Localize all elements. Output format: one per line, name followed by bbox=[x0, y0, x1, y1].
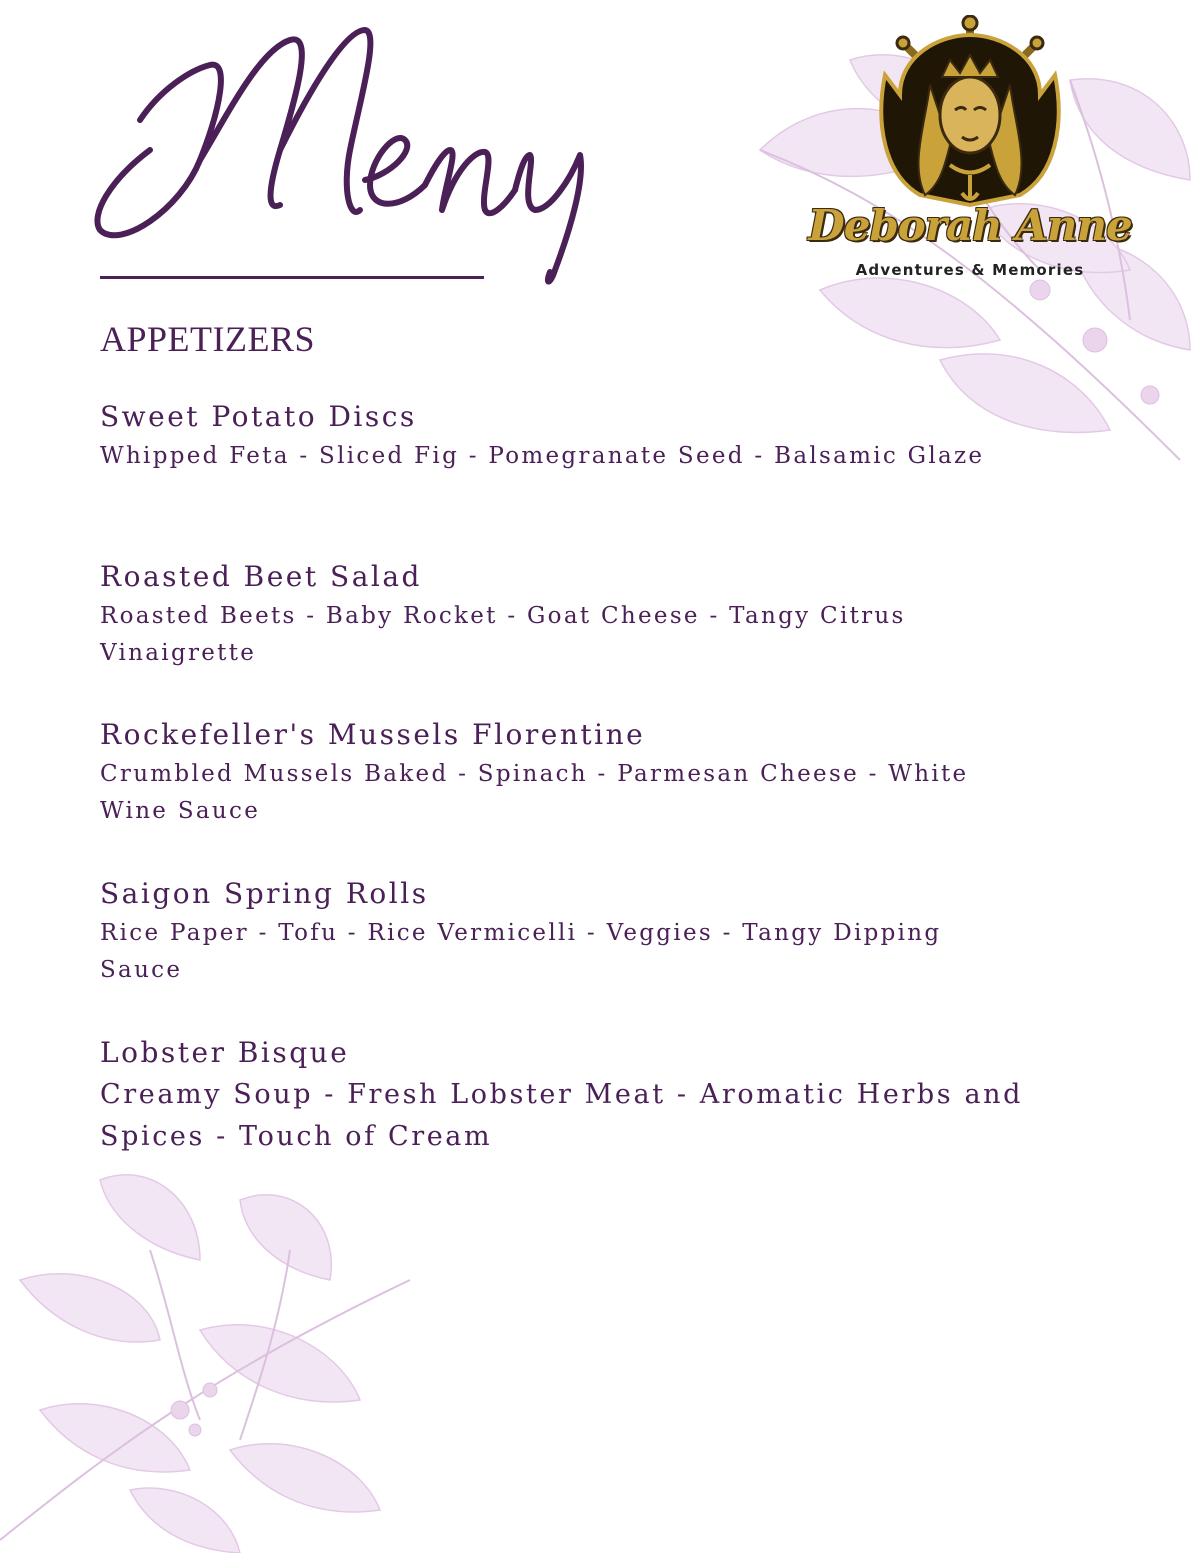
menu-title-script bbox=[80, 10, 620, 300]
menu-item-name: Roasted Beet Salad bbox=[100, 560, 422, 593]
botanical-leaves-bottom-left bbox=[0, 1160, 420, 1553]
menu-item bbox=[100, 396, 1030, 475]
menu-item-description: Rice Paper - Tofu - Rice Vermicelli - Veggies - Tangy Dipping Sauce bbox=[100, 920, 942, 983]
menu-item-name: Sweet Potato Discs bbox=[100, 400, 417, 433]
logo-brand-name: Deborah Anne bbox=[808, 201, 1132, 250]
menu-item-name: Rockefeller's Mussels Florentine bbox=[100, 718, 646, 751]
section-heading-appetizers: APPETIZERS bbox=[100, 319, 316, 359]
ship-wheel-emblem-icon bbox=[870, 15, 1070, 220]
menu-item-description: Creamy Soup - Fresh Lobster Meat - Aromatic Herbs and Spices - Touch of Cream bbox=[100, 1079, 1024, 1152]
deborah-anne-logo bbox=[790, 15, 1150, 290]
menu-item bbox=[100, 556, 1030, 672]
logo-tagline: Adventures & Memories bbox=[855, 261, 1085, 279]
title-underline bbox=[100, 276, 484, 279]
menu-item-name: Lobster Bisque bbox=[100, 1036, 350, 1069]
menu-item-description: Roasted Beets - Baby Rocket - Goat Cheese - Tangy Citrus Vinaigrette bbox=[100, 603, 906, 666]
menu-item bbox=[100, 873, 1030, 989]
menu-item-description: Whipped Feta - Sliced Fig - Pomegranate Seed - Balsamic Glaze bbox=[100, 443, 985, 469]
menu-item-name: Saigon Spring Rolls bbox=[100, 877, 429, 910]
menu-item-description: Crumbled Mussels Baked - Spinach - Parmesan Cheese - White Wine Sauce bbox=[100, 761, 969, 824]
menu-item bbox=[100, 1032, 1030, 1158]
menu-item bbox=[100, 714, 1030, 830]
